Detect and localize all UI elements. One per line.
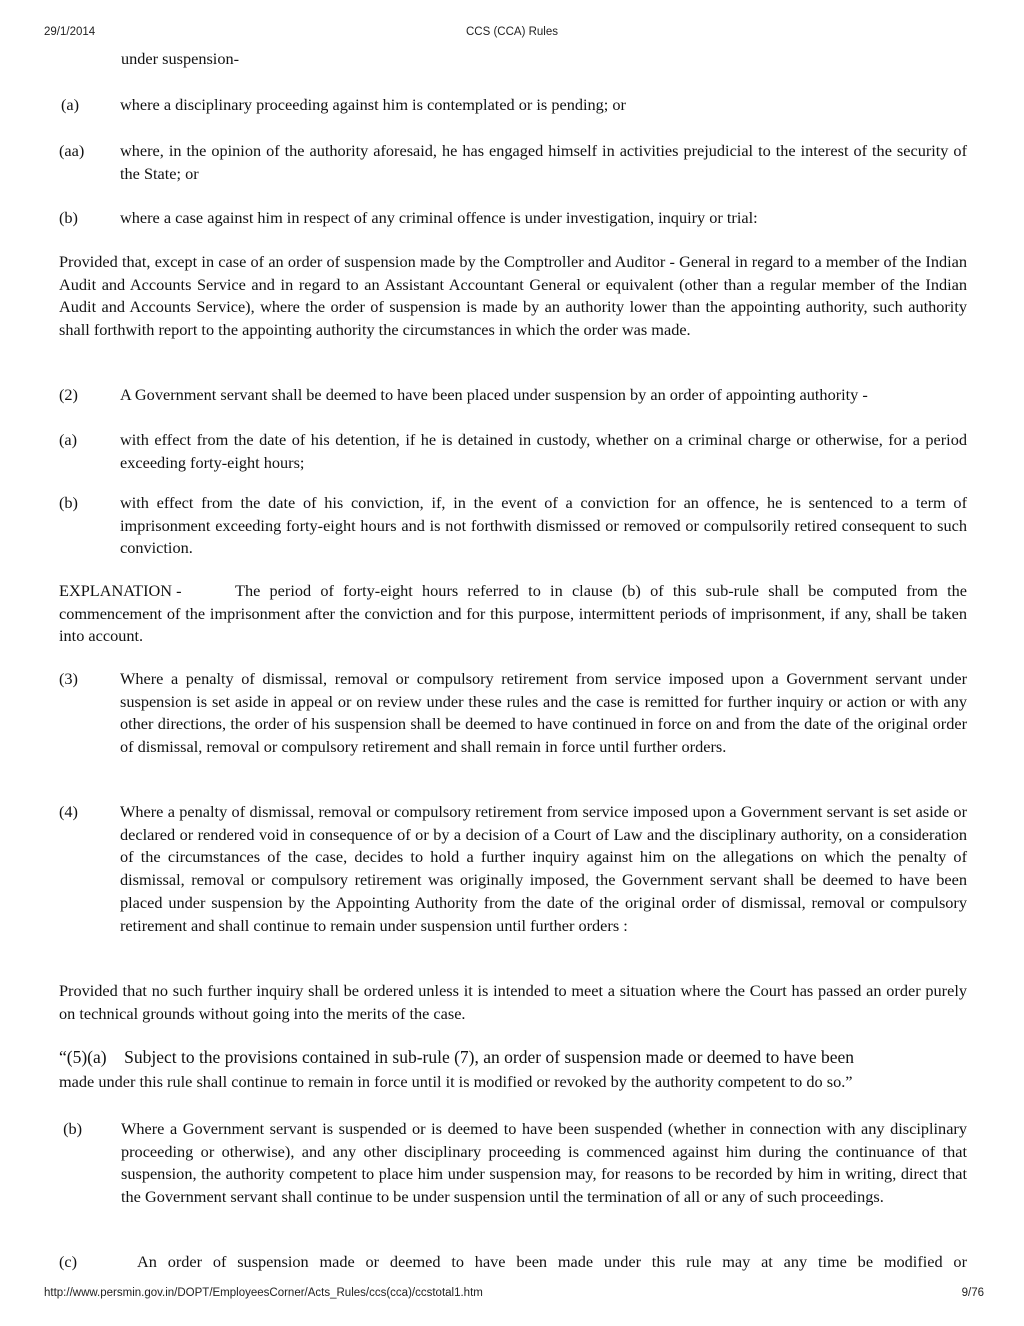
page-number: 9/76 <box>961 1287 984 1299</box>
rule-label: (3) <box>59 669 78 688</box>
clause-label: (aa) <box>59 141 85 160</box>
clause-label: (a) <box>61 95 80 114</box>
explanation-text: The period of forty-eight hours referred to in clause (b) of this sub-rule shall be computed from the commencement of the imprisonment after the conviction and for this purpose, intermittent periods of imprisonment, if any, shall be taken into account. <box>59 581 967 646</box>
sub-rule-4 <box>0 801 1024 961</box>
explanation-paragraph <box>59 580 967 648</box>
rule-text: Where a penalty of dismissal, removal or compulsory retirement from service imposed upon a Government servant is set aside or declared or rendered void in consequence of or by a decision of a Court of Law and the disciplinary authority, on a consideration of the circumstances of the case, decides to hold a further inquiry against him on the allegations on which the penalty of dismissal, removal or compulsory retirement was originally imposed, the Government servant shall be deemed to have been placed under suspension by the Appointing Authority from the date of the original order of dismissal, removal or compulsory retirement and shall continue to remain under suspension until further orders : <box>120 802 967 935</box>
sub-rule-5a-line-1: “(5)(a) Subject to the provisions contained in sub-rule (7), an order of suspension made or deemed to have been <box>59 1047 855 1067</box>
clause-text: An order of suspension made or deemed to have been made under this rule may at any time be modified or <box>137 1252 967 1271</box>
sub-rule-5b <box>0 1118 1024 1232</box>
sub-rule-3 <box>0 668 1024 782</box>
print-date: 29/1/2014 <box>44 26 96 38</box>
proviso-paragraph-1: Provided that, except in case of an order of suspension made by the Comptroller and Auditor - General in regard to a member of the Indian Audit and Accounts Service and in regard to an Assistant Accountant General or equivalent (other than a regular member of the Indian Audit and Accounts Service), where the order of suspension is made by an authority lower than the appointing authority, such authority shall forthwith report to the appointing authority the circumstances in which the order was made. <box>59 252 967 340</box>
clause-text: with effect from the date of his detention, if he is detained in custody, whether on a criminal charge or otherwise, for a period exceeding forty-eight hours; <box>120 430 967 472</box>
continuation-line: under suspension- <box>121 49 240 68</box>
clause-label: (a) <box>59 430 78 449</box>
rule-label: (4) <box>59 802 78 821</box>
rule-text: Where a penalty of dismissal, removal or compulsory retirement from service imposed upon a Government servant under suspension is set aside in appeal or on review under these rules and the case is remitted for further inquiry or action or with any other directions, the order of his suspension shall be deemed to have continued in force on and from the date of the original order of dismissal, removal or compulsory retirement and shall remain in force until further orders. <box>120 669 967 757</box>
rule-label: (2) <box>59 385 78 404</box>
clause-label: (b) <box>59 208 78 227</box>
sub-rule-2-clause-a <box>0 429 1024 475</box>
rule-text: A Government servant shall be deemed to have been placed under suspension by an order of appointing authority - <box>120 385 868 404</box>
explanation-heading: EXPLANATION - <box>59 581 182 600</box>
print-header <box>0 26 1024 42</box>
clause-text: Where a Government servant is suspended or is deemed to have been suspended (whether in connection with any disciplinary proceeding or otherwise), and any other disciplinary proceeding is commenced against him during the continuance of that suspension, the authority competent to place him under suspension may, for reasons to be recorded by him in writing, direct that the Government servant shall continue to be under suspension until the termination of all or any of such proceedings. <box>121 1119 967 1207</box>
print-footer <box>0 1287 1024 1303</box>
clause-text: where a case against him in respect of any criminal offence is under investigation, inquiry or trial: <box>120 208 758 227</box>
clause-text: with effect from the date of his conviction, if, in the event of a conviction for an offence, he is sentenced to a term of imprisonment exceeding forty-eight hours and is not forthwith dismissed or removed or compulsorily retired consequent to such conviction. <box>120 493 967 558</box>
source-url: http://www.persmin.gov.in/DOPT/EmployeesCorner/Acts_Rules/ccs(cca)/ccstotal1.htm <box>44 1287 483 1299</box>
document-title: CCS (CCA) Rules <box>465 26 558 38</box>
sub-rule-2-clause-b <box>0 492 1024 560</box>
clause-text: where, in the opinion of the authority aforesaid, he has engaged himself in activities prejudicial to the interest of the security of the State; or <box>120 141 967 183</box>
sub-rule-5a <box>59 1046 979 1093</box>
sub-rule-5c <box>0 1251 1024 1275</box>
clause-label: (b) <box>59 493 78 512</box>
clause-text: where a disciplinary proceeding against him is contemplated or is pending; or <box>120 95 626 114</box>
clause-label: (c) <box>59 1252 78 1271</box>
sub-rule-2 <box>0 384 1024 408</box>
sub-rule-5a-line-2: made under this rule shall continue to remain in force until it is modified or revoked by the authority competent to do so.” <box>59 1071 853 1091</box>
clause-aa <box>0 140 1024 186</box>
clause-b <box>0 207 1024 231</box>
clause-label: (b) <box>59 1119 83 1138</box>
proviso-paragraph-2: Provided that no such further inquiry shall be ordered unless it is intended to meet a situation where the Court has passed an order purely on technical grounds without going into the merits of the case. <box>59 981 967 1023</box>
clause-a <box>0 94 1024 118</box>
